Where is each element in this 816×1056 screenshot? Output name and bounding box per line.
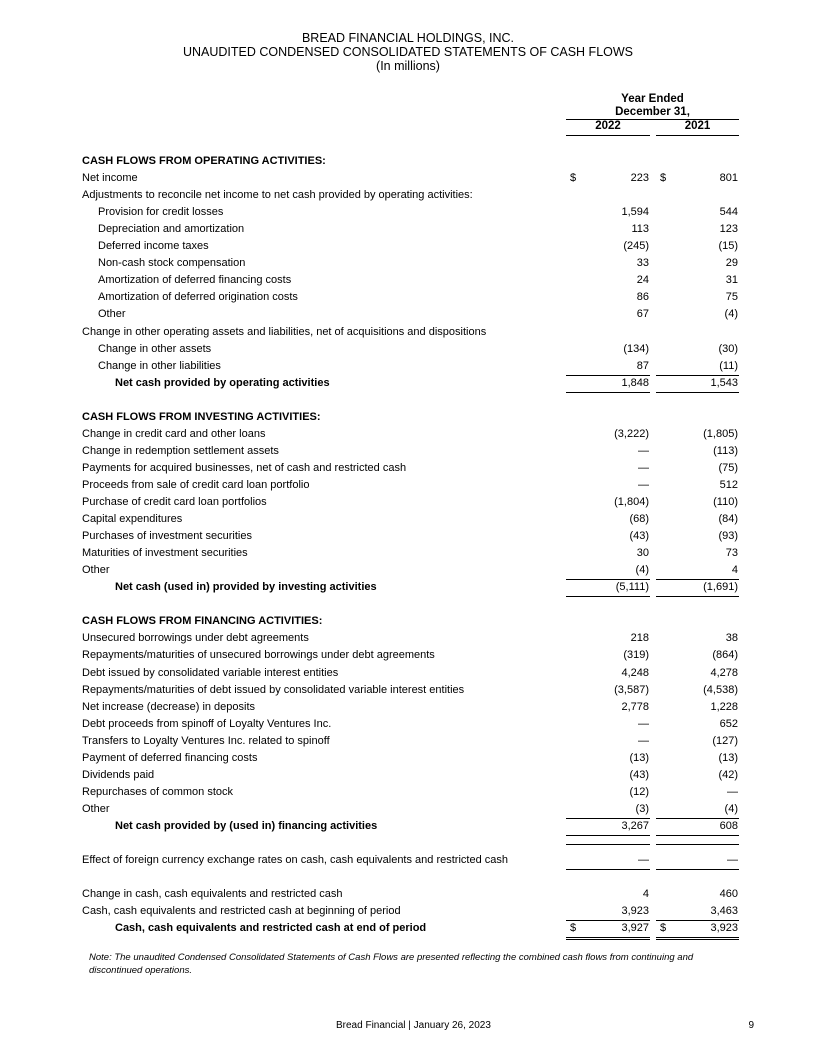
value-2022: (13) (629, 751, 649, 764)
value-2022: 2,778 (621, 700, 649, 713)
row-label: Other (82, 564, 110, 577)
page-number: 9 (748, 1020, 754, 1031)
value-2022: (1,804) (614, 496, 649, 508)
row-label: Depreciation and amortization (98, 223, 245, 236)
table-row (0, 324, 816, 340)
dollar-sign: $ (660, 172, 667, 185)
value-2022: (245) (623, 240, 649, 253)
section-header-row (0, 613, 816, 629)
row-label: Other (98, 308, 126, 321)
table-row (0, 221, 816, 237)
value-2022: 87 (636, 359, 649, 372)
value-2022: 218 (630, 632, 649, 645)
value-2021: 3,463 (710, 905, 738, 918)
row-label: Purchase of credit card loan portfolios (82, 496, 267, 508)
row-label: CASH FLOWS FROM INVESTING ACTIVITIES: (82, 410, 321, 423)
value-2021: (864) (712, 649, 738, 662)
dollar-sign: $ (570, 172, 577, 185)
value-2021: 1,543 (710, 376, 738, 389)
fx-top-rule (656, 844, 739, 845)
value-2021: 3,923 (710, 922, 738, 935)
value-2022: (4) (635, 564, 649, 577)
dollar-sign: $ (570, 922, 577, 935)
row-label: Purchases of investment securities (82, 530, 252, 543)
row-label: Debt proceeds from spinoff of Loyalty Ventures Inc. (82, 717, 332, 730)
fx-top-rule (566, 844, 650, 845)
table-row (0, 665, 816, 681)
table-row (0, 545, 816, 561)
value-2022: 24 (636, 274, 649, 287)
units-label: (In millions) (376, 59, 440, 73)
table-row (0, 443, 816, 459)
table-row (0, 341, 816, 357)
value-2022: (3) (635, 802, 649, 815)
row-label: Net cash provided by (used in) financing activities (115, 819, 378, 832)
value-2022: (319) (623, 649, 649, 662)
value-2021: — (727, 854, 738, 867)
value-2021: 460 (719, 888, 738, 901)
value-2022: (3,587) (614, 683, 649, 696)
table-row (0, 699, 816, 715)
value-2021: (1,805) (703, 427, 738, 440)
table-row (0, 460, 816, 476)
subtotal-top-rule (656, 818, 739, 819)
value-2022: 223 (630, 172, 649, 185)
value-2021: (4,538) (703, 683, 738, 696)
value-2022: (68) (629, 513, 649, 526)
value-2021: 652 (719, 717, 738, 730)
total-row (0, 579, 816, 595)
table-row (0, 562, 816, 578)
grand-total-double-rule-2 (656, 939, 739, 940)
row-label: Cash, cash equivalents and restricted cash at beginning of period (82, 905, 401, 918)
value-2022: 3,267 (621, 819, 649, 832)
company-name: BREAD FINANCIAL HOLDINGS, INC. (301, 31, 515, 45)
value-2021: 4,278 (710, 666, 738, 679)
row-label: Change in cash, cash equivalents and restricted cash (82, 888, 343, 901)
year-2022-rule (566, 135, 650, 136)
value-2021: 1,228 (710, 700, 738, 713)
table-row (0, 716, 816, 732)
row-label: CASH FLOWS FROM FINANCING ACTIVITIES: (82, 615, 323, 628)
value-2022: 30 (636, 547, 649, 560)
table-row (0, 477, 816, 493)
table-row (0, 426, 816, 442)
row-label: Change in other assets (98, 342, 212, 355)
row-label: Payments for acquired businesses, net of cash and restricted cash (82, 461, 407, 474)
row-label: Repayments/maturities of debt issued by consolidated variable interest entities (82, 683, 465, 696)
subtotal-top-rule (566, 818, 650, 819)
total-row (0, 375, 816, 391)
table-row (0, 682, 816, 698)
statement-header (0, 31, 816, 73)
subtotal-top-rule (566, 375, 650, 376)
value-2022: (5,111) (615, 581, 649, 594)
table-row (0, 630, 816, 646)
row-label: Net cash (used in) provided by investing activities (115, 581, 377, 594)
value-2022: (43) (629, 530, 649, 543)
value-2021: (1,691) (703, 581, 738, 594)
footnote: Note: The unaudited Condensed Consolidated Statements of Cash Flows are presented reflecting the combined cash flows from continuing and discontinued operations. (89, 952, 694, 976)
period-line-2: December 31, (615, 106, 690, 118)
table-row (0, 886, 816, 902)
table-row (0, 511, 816, 527)
row-label: Other (82, 802, 110, 815)
value-2022: 86 (636, 291, 649, 304)
subtotal-top-rule (656, 375, 739, 376)
table-row (0, 494, 816, 510)
table-row (0, 272, 816, 288)
row-label: Repurchases of common stock (82, 785, 234, 798)
table-row (0, 852, 816, 868)
table-row (0, 767, 816, 783)
row-label: Maturities of investment securities (82, 547, 248, 560)
table-row (0, 306, 816, 322)
row-label: Non-cash stock compensation (98, 257, 246, 270)
value-2021: 123 (719, 223, 738, 236)
value-2022: — (638, 444, 649, 457)
row-label: Effect of foreign currency exchange rates on cash, cash equivalents and restricted cash (82, 854, 508, 867)
value-2021: (42) (718, 768, 738, 781)
row-label: Change in other operating assets and liabilities, net of acquisitions and dispositions (82, 325, 487, 338)
fx-bottom-rule (656, 869, 739, 870)
value-2021: 73 (725, 547, 738, 560)
row-label: Dividends paid (82, 768, 155, 781)
row-label: Net increase (decrease) in deposits (82, 700, 256, 713)
grand-total-double-rule-1 (566, 937, 650, 938)
row-label: Provision for credit losses (98, 206, 224, 219)
value-2021: (15) (718, 240, 738, 253)
period-header (566, 93, 739, 119)
value-2022: — (638, 478, 649, 491)
value-2021: (127) (712, 734, 738, 747)
footer-text: Bread Financial | January 26, 2023 (336, 1020, 491, 1031)
value-2021: 75 (725, 291, 738, 304)
value-2021: (4) (724, 802, 738, 815)
value-2022: (3,222) (614, 427, 649, 440)
table-row (0, 784, 816, 800)
value-2022: (134) (623, 342, 649, 355)
row-label: Change in other liabilities (98, 359, 221, 372)
year-2021-header: 2021 (684, 120, 711, 132)
value-2021: — (727, 785, 738, 798)
year-2022-header: 2022 (595, 120, 621, 132)
row-label: Cash, cash equivalents and restricted cash at end of period (115, 922, 427, 935)
value-2021: 31 (725, 274, 738, 287)
table-row (0, 255, 816, 271)
row-label: Net income (82, 172, 138, 185)
row-label: Debt issued by consolidated variable interest entities (82, 666, 339, 679)
subtotal-bottom-rule (656, 596, 739, 597)
dollar-sign: $ (660, 922, 667, 935)
value-2021: (110) (713, 496, 738, 508)
value-2021: 608 (719, 819, 738, 832)
grand-total-top-rule (566, 920, 650, 921)
subtotal-bottom-rule (566, 392, 650, 393)
total-row (0, 920, 816, 936)
value-2021: (84) (718, 513, 738, 526)
table-row (0, 647, 816, 663)
table-row (0, 204, 816, 220)
row-label: Repayments/maturities of unsecured borrowings under debt agreements (82, 649, 435, 662)
table-row (0, 289, 816, 305)
row-label: Amortization of deferred financing costs (98, 274, 292, 287)
grand-total-double-rule-1 (656, 937, 739, 938)
row-label: Amortization of deferred origination costs (98, 291, 298, 304)
table-row (0, 750, 816, 766)
table-row (0, 238, 816, 254)
value-2022: 113 (631, 223, 649, 236)
value-2021: 512 (719, 478, 738, 491)
subtotal-bottom-rule (566, 835, 650, 836)
value-2022: — (638, 461, 649, 474)
row-label: Payment of deferred financing costs (82, 751, 258, 764)
value-2021: 544 (719, 206, 738, 219)
grand-total-top-rule (656, 920, 739, 921)
value-2022: 4,248 (621, 666, 649, 679)
grand-total-double-rule-2 (566, 939, 650, 940)
year-2021-rule (656, 135, 739, 136)
table-row (0, 187, 816, 203)
subtotal-top-rule (656, 579, 739, 580)
subtotal-bottom-rule (656, 835, 739, 836)
subtotal-bottom-rule (656, 392, 739, 393)
value-2021: (113) (713, 444, 738, 457)
table-row (0, 528, 816, 544)
value-2022: 67 (636, 308, 649, 321)
value-2022: (12) (629, 785, 649, 798)
value-2021: (13) (718, 751, 738, 764)
value-2021: (11) (719, 359, 738, 372)
value-2022: 3,923 (621, 905, 649, 918)
value-2021: 801 (719, 172, 738, 185)
table-row (0, 801, 816, 817)
table-row (0, 733, 816, 749)
total-row (0, 818, 816, 834)
row-label: Transfers to Loyalty Ventures Inc. related to spinoff (82, 734, 330, 747)
value-2021: (93) (718, 530, 738, 543)
row-label: Change in credit card and other loans (82, 427, 266, 440)
value-2021: 38 (725, 632, 738, 645)
section-header-row (0, 153, 816, 169)
value-2022: 1,594 (621, 206, 649, 219)
row-label: Net cash provided by operating activities (115, 376, 330, 389)
value-2021: (4) (724, 308, 738, 321)
value-2022: — (638, 734, 649, 747)
row-label: Change in redemption settlement assets (82, 444, 279, 457)
value-2022: — (638, 854, 649, 867)
subtotal-top-rule (566, 579, 650, 580)
value-2021: (30) (718, 342, 738, 355)
value-2021: 4 (731, 564, 738, 577)
value-2022: (43) (629, 768, 649, 781)
value-2022: 1,848 (621, 376, 649, 389)
row-label: CASH FLOWS FROM OPERATING ACTIVITIES: (82, 155, 326, 167)
fx-bottom-rule (566, 869, 650, 870)
table-row (0, 170, 816, 186)
row-label: Unsecured borrowings under debt agreements (82, 632, 309, 645)
table-row (0, 903, 816, 919)
statement-title: UNAUDITED CONDENSED CONSOLIDATED STATEMENTS OF CASH FLOWS (182, 45, 634, 59)
period-line-1: Year Ended (621, 93, 684, 105)
value-2022: 4 (642, 888, 649, 901)
section-header-row (0, 409, 816, 425)
row-label: Deferred income taxes (98, 240, 209, 253)
row-label: Capital expenditures (82, 513, 183, 526)
value-2022: 3,927 (621, 922, 649, 935)
row-label: Proceeds from sale of credit card loan portfolio (82, 478, 310, 491)
value-2022: — (638, 717, 649, 730)
value-2021: 29 (725, 257, 738, 270)
value-2021: (75) (718, 461, 738, 474)
row-label: Adjustments to reconcile net income to net cash provided by operating activities: (82, 189, 473, 202)
table-row (0, 358, 816, 374)
subtotal-bottom-rule (566, 596, 650, 597)
value-2022: 33 (636, 257, 649, 270)
